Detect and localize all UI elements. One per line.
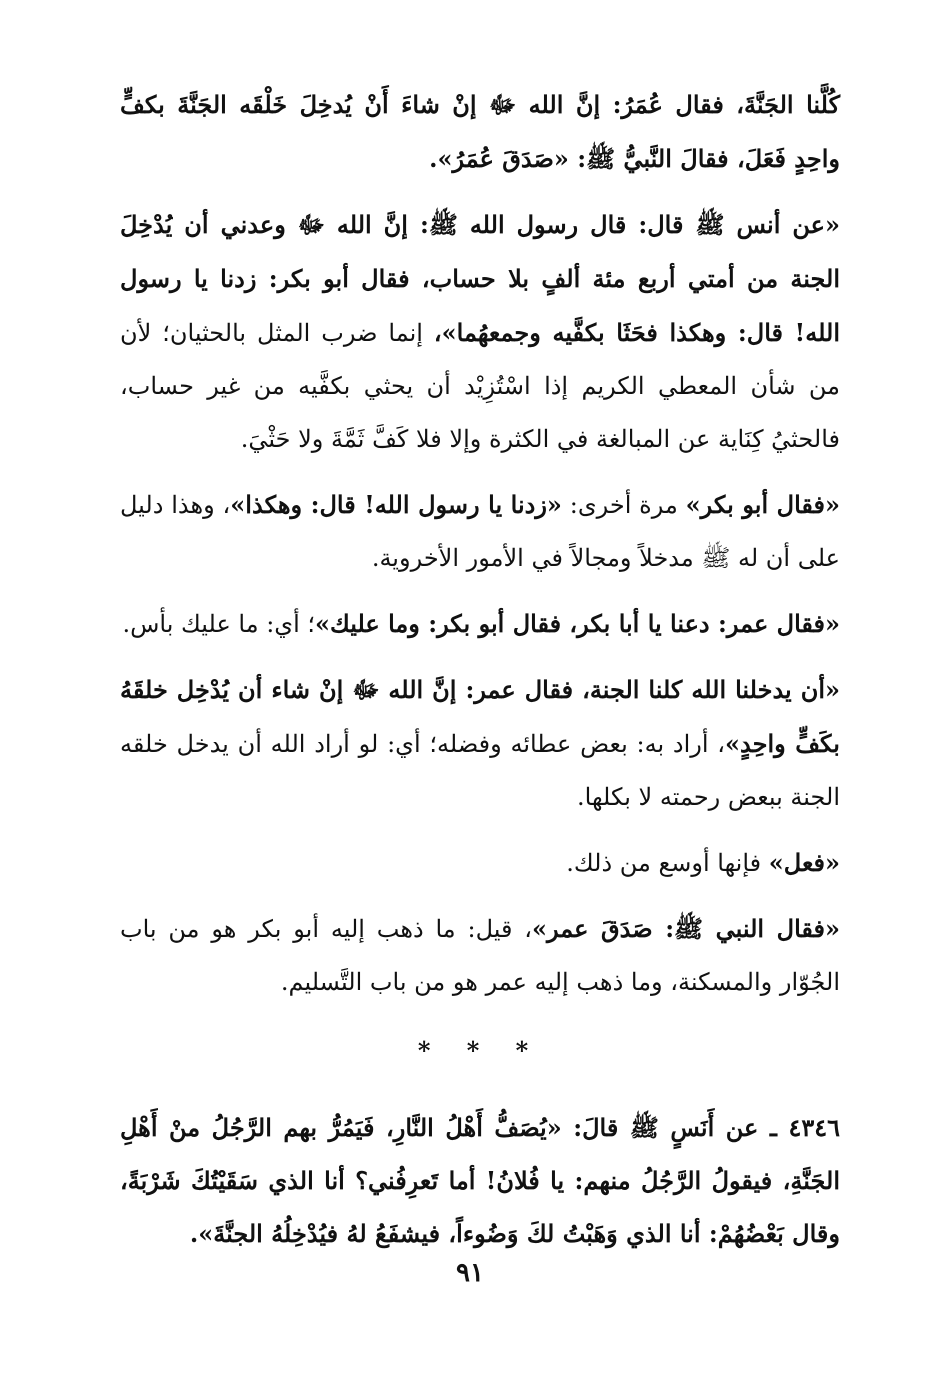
paragraph-4-bold: «فقال عمر: دعنا يا أبا بكر، فقال أبو بكر: وما عليك» <box>315 609 840 638</box>
paragraph-1 <box>120 78 840 186</box>
paragraph-3-bold-2: «زدنا يا رسول الله! قال: وهكذا» <box>230 490 562 519</box>
paragraph-6-text: فإنها أوسع من ذلك. <box>566 849 769 877</box>
paragraph-2-text: إنما ضرب المثل بالحثيان؛ لأن من شأن المعطي الكريم إذا اسْتُزِيْد أن يحثي بكفَّيه من غير حساب، فالحثيُ كِنَاية عن المبالغة في الكثرة وإلا فلا كَفَّ ثَمَّةَ ولا حَثْيَ. <box>120 319 840 453</box>
paragraph-5-bold: «أن يدخلنا الله كلنا الجنة، فقال عمر: إنَّ الله ﷻ إنْ شاء أن يُدْخِل خلقَهُ بكَفٍّ واحِدٍ» <box>120 675 840 758</box>
paragraph-5 <box>120 663 840 824</box>
paragraph-3 <box>120 478 840 585</box>
paragraph-3-bold: «فقال أبو بكر» <box>685 490 841 519</box>
paragraph-5-text: ، أراد به: بعض عطائه وفضله؛ أي: لو أراد الله أن يدخل خلقه الجنة ببعض رحمته لا بكلها. <box>120 730 840 811</box>
paragraph-1-bold: كُلَّنا الجَنَّةَ، فقال عُمَرُ: إنَّ الله ﷻ إنْ شاءَ أَنْ يُدخِلَ خَلْقَه الجَنَّةَ بكفٍّ واحِدٍ فَعَلَ، فقالَ النَّبيُّ ﷺ: «صَدَقَ عُمَرُ». <box>120 90 840 173</box>
page-number: ٩١ <box>456 1258 484 1288</box>
section-separator: * * * <box>417 1036 543 1065</box>
paragraph-3-text-1: مرة أخرى: <box>561 491 686 519</box>
paragraph-7 <box>120 902 840 1009</box>
paragraph-4 <box>120 597 840 651</box>
paragraph-2 <box>120 198 840 466</box>
paragraph-2-bold: «عن أنس ﷺ قال: قال رسول الله ﷺ: إنَّ الله ﷻ وعدني أن يُدْخِلَ الجنة من أمتي أربع مئة ألفٍ بلا حساب، فقال أبو بكر: زدنا يا رسول الله! قال: وهكذا فحَثَا بكفَّيه وجمعهُما»، <box>120 210 841 347</box>
paragraph-3-text-2: ، وهذا دليل على أن له ﷺ مدخلاً ومجالاً في الأمور الأخروية. <box>120 491 840 572</box>
hadith-4346: ٤٣٤٦ ـ عن أَنَسٍ ﷺ قالَ: «يُصَفُّ أَهْلُ النَّارِ، فَيَمُرُّ بهم الرَّجُلُ منْ أَهْلِ الجَنَّةِ، فيقولُ الرَّجُلُ منهم: يا فُلانُ! أما تَعرِفُني؟ أنا الذي سَقَيْتُكَ شَرْبَةً، وقال بَعْضُهُمْ: أنا الذي وَهَبْتُ لكَ وَضُوءاً، فيشفَعُ لهُ فيُدْخِلُهُ الجنَّةَ». <box>120 1113 840 1248</box>
paragraph-7-bold: «فقال النبي ﷺ: صَدَقَ عمر» <box>532 914 840 943</box>
paragraph-7-text: ، قيل: ما ذهب إليه أبو بكر هو من باب الجُوّار والمسكنة، وما ذهب إليه عمر هو من باب التَّسليم. <box>120 915 840 996</box>
paragraph-6 <box>120 836 840 890</box>
paragraph-6-bold: «فعل» <box>768 848 840 877</box>
page-body <box>120 78 840 1260</box>
paragraph-4-text: ؛ أي: ما عليك بأس. <box>122 610 315 638</box>
